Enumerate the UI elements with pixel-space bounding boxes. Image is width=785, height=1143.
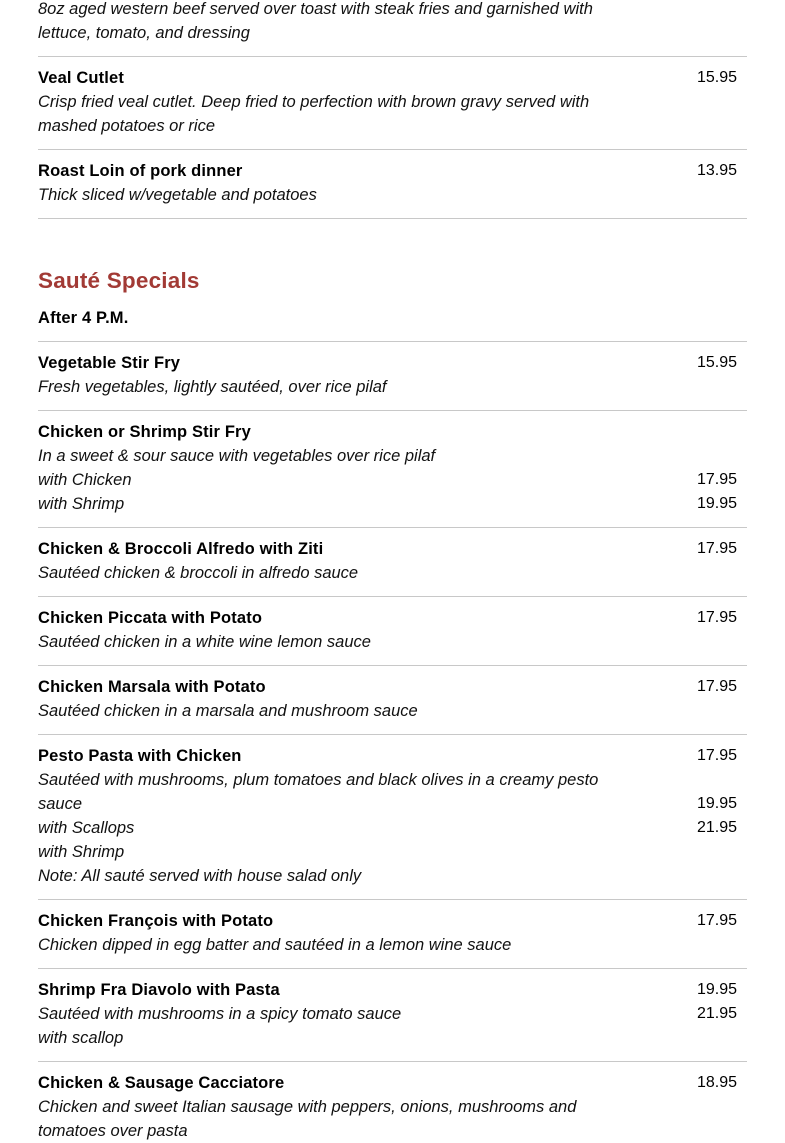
divider xyxy=(38,899,747,900)
item-option: with Shrimp xyxy=(38,495,125,513)
item-name-chicken-marsala: Chicken Marsala with Potato xyxy=(38,678,266,696)
item-name-chicken-shrimp-stir-fry: Chicken or Shrimp Stir Fry xyxy=(38,423,251,441)
item-description: Sautéed chicken in a marsala and mushroom sauce xyxy=(38,702,418,720)
item-description: lettuce, tomato, and dressing xyxy=(38,24,250,42)
item-price: 17.95 xyxy=(696,678,737,695)
item-description: 8oz aged western beef served over toast with steak fries and garnished with xyxy=(38,0,593,18)
item-option: with Chicken xyxy=(38,471,132,489)
item-description: Crisp fried veal cutlet. Deep fried to perfection with brown gravy served with xyxy=(38,93,590,111)
divider xyxy=(38,341,747,342)
item-name-vegetable-stir-fry: Vegetable Stir Fry xyxy=(38,354,181,372)
item-description: mashed potatoes or rice xyxy=(38,117,216,135)
item-description: Chicken and sweet Italian sausage with peppers, onions, mushrooms and xyxy=(38,1098,577,1116)
item-name-pesto-pasta: Pesto Pasta with Chicken xyxy=(38,747,242,765)
item-name-veal-cutlet: Veal Cutlet xyxy=(38,69,125,87)
item-option: with Scallops xyxy=(38,819,135,837)
item-price: 15.95 xyxy=(696,69,737,86)
item-description: In a sweet & sour sauce with vegetables over rice pilaf xyxy=(38,447,436,465)
item-price: 15.95 xyxy=(696,354,737,371)
item-price: 17.95 xyxy=(696,609,737,626)
divider xyxy=(38,596,747,597)
item-description: Fresh vegetables, lightly sautéed, over rice pilaf xyxy=(38,378,387,396)
divider xyxy=(38,218,747,219)
item-price: 21.95 xyxy=(696,819,737,836)
item-price: 21.95 xyxy=(696,1005,737,1022)
item-description: Sautéed chicken in a white wine lemon sauce xyxy=(38,633,371,651)
item-option: with scallop xyxy=(38,1029,124,1047)
divider xyxy=(38,665,747,666)
item-price: 13.95 xyxy=(696,162,737,179)
item-price: 17.95 xyxy=(696,540,737,557)
item-price: 19.95 xyxy=(696,495,737,512)
item-price: 17.95 xyxy=(696,912,737,929)
item-description: Sautéed with mushrooms, plum tomatoes and black olives in a creamy pesto xyxy=(38,771,599,789)
item-description: Thick sliced w/vegetable and potatoes xyxy=(38,186,317,204)
divider xyxy=(38,968,747,969)
item-price: 17.95 xyxy=(696,747,737,764)
item-price: 19.95 xyxy=(696,795,737,812)
item-description: tomatoes over pasta xyxy=(38,1122,188,1140)
item-description: Chicken dipped in egg batter and sautéed in a lemon wine sauce xyxy=(38,936,512,954)
item-name-chicken-sausage-cacciatore: Chicken & Sausage Cacciatore xyxy=(38,1074,285,1092)
divider xyxy=(38,149,747,150)
divider xyxy=(38,734,747,735)
divider xyxy=(38,527,747,528)
item-option: with Shrimp xyxy=(38,843,125,861)
item-description: Sautéed chicken & broccoli in alfredo sauce xyxy=(38,564,359,582)
item-note: Note: All sauté served with house salad only xyxy=(38,867,362,885)
section-title: Sauté Specials xyxy=(38,268,200,293)
item-price: 19.95 xyxy=(696,981,737,998)
item-name-shrimp-fra-diavolo: Shrimp Fra Diavolo with Pasta xyxy=(38,981,280,999)
item-description: sauce xyxy=(38,795,83,813)
divider xyxy=(38,1061,747,1062)
item-name-roast-pork: Roast Loin of pork dinner xyxy=(38,162,243,180)
divider xyxy=(38,56,747,57)
item-name-chicken-francois: Chicken François with Potato xyxy=(38,912,274,930)
item-price: 18.95 xyxy=(696,1074,737,1091)
item-name-chicken-broccoli-alfredo: Chicken & Broccoli Alfredo with Ziti xyxy=(38,540,324,558)
divider xyxy=(38,410,747,411)
item-description: Sautéed with mushrooms in a spicy tomato sauce xyxy=(38,1005,402,1023)
section-subtitle: After 4 P.M. xyxy=(38,309,129,327)
item-name-chicken-piccata: Chicken Piccata with Potato xyxy=(38,609,263,627)
item-price: 17.95 xyxy=(696,471,737,488)
